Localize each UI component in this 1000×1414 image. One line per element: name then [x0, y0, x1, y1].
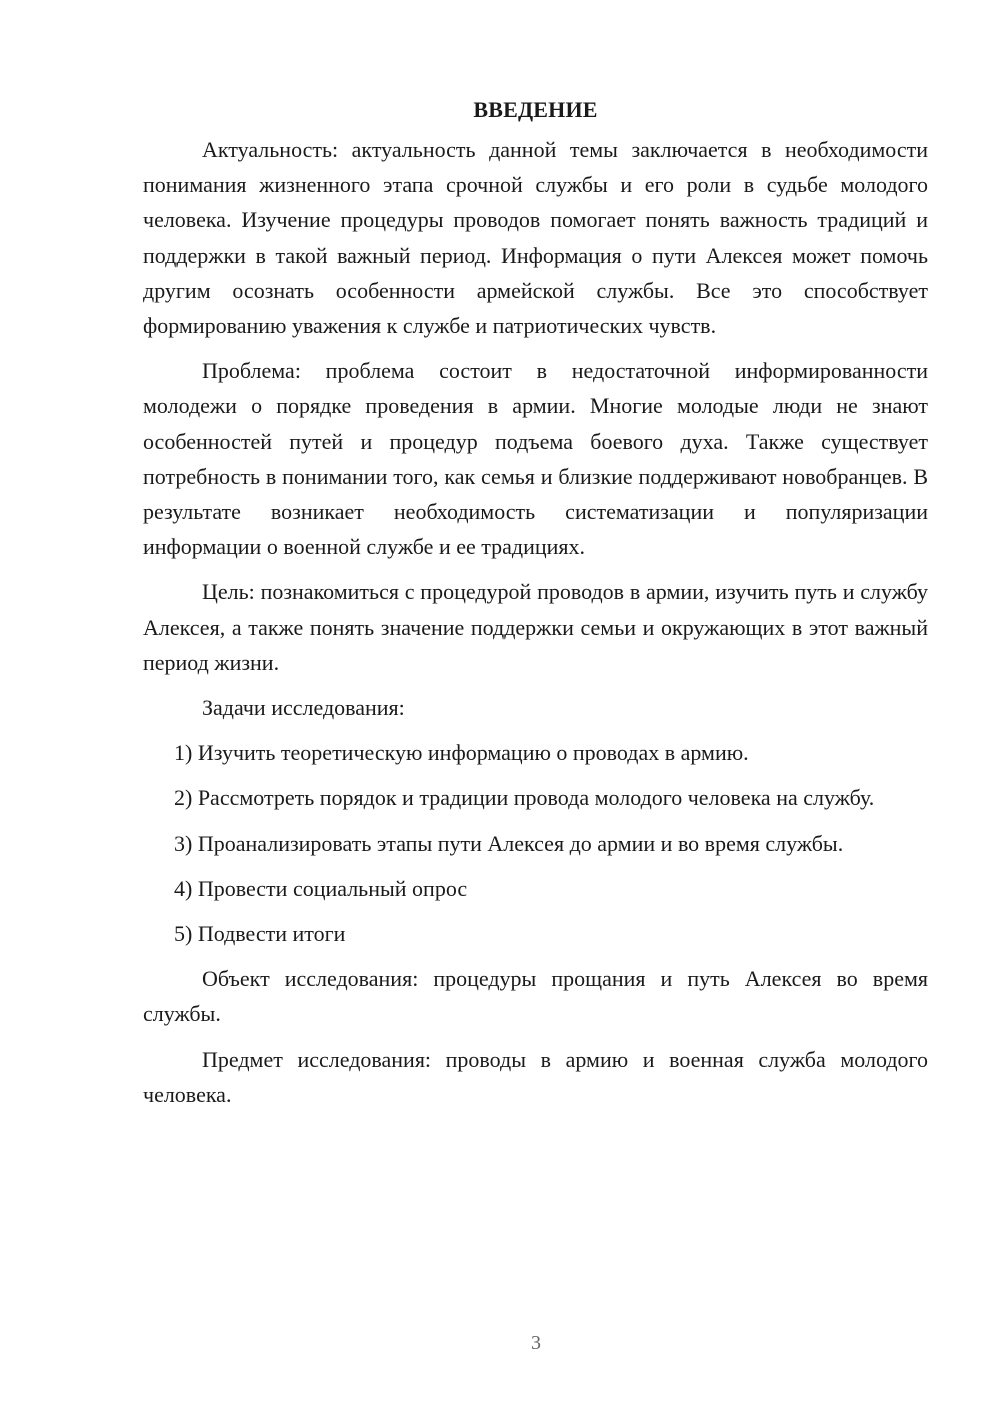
relevance-paragraph: Актуальность: актуальность данной темы заключается в необходимости понимания жизненного этапа срочной службы и его роли в судьбе молодого человека. Изучение процедуры проводов помогает понять важность традиций и поддержки в такой важный период. Информация о пути Алексея может помочь другим осознать особенности армейской службы. Все это способствует формированию уважения к службе и патриотических чувств. [143, 137, 928, 339]
goal-paragraph: Цель: познакомиться с процедурой проводов в армии, изучить путь и службу Алексея, а также понять значение поддержки семьи и окружающих в этот важный период жизни. [143, 579, 928, 675]
object-paragraph: Объект исследования: процедуры прощания и путь Алексея во время службы. [143, 966, 928, 1027]
task-item: 1) Изучить теоретическую информацию о проводах в армию. [174, 740, 749, 766]
subject-paragraph: Предмет исследования: проводы в армию и военная служба молодого человека. [143, 1046, 928, 1107]
task-item: 3) Проанализировать этапы пути Алексея до армии и во время службы. [174, 830, 844, 856]
tasks-heading: Задачи исследования: [202, 695, 405, 721]
problem-paragraph: Проблема: проблема состоит в недостаточной информированности молодежи о порядке проведения в армии. Многие молодые люди не знают особенностей путей и процедур подъема боевого духа. Также существует потребность в понимании того, как семья и близкие поддерживают новобранцев. В результате возникает необходимость систематизации и популяризации информации о военной службе и ее традициях. [143, 358, 928, 560]
page-number: 3 [531, 1332, 541, 1354]
document-page [143, 92, 928, 1122]
task-item: 4) Провести социальный опрос [174, 875, 468, 901]
page-title: ВВЕДЕНИЕ [473, 97, 598, 122]
task-item: 5) Подвести итоги [174, 921, 346, 947]
task-item: 2) Рассмотреть порядок и традиции провода молодого человека на службу. [174, 785, 875, 811]
